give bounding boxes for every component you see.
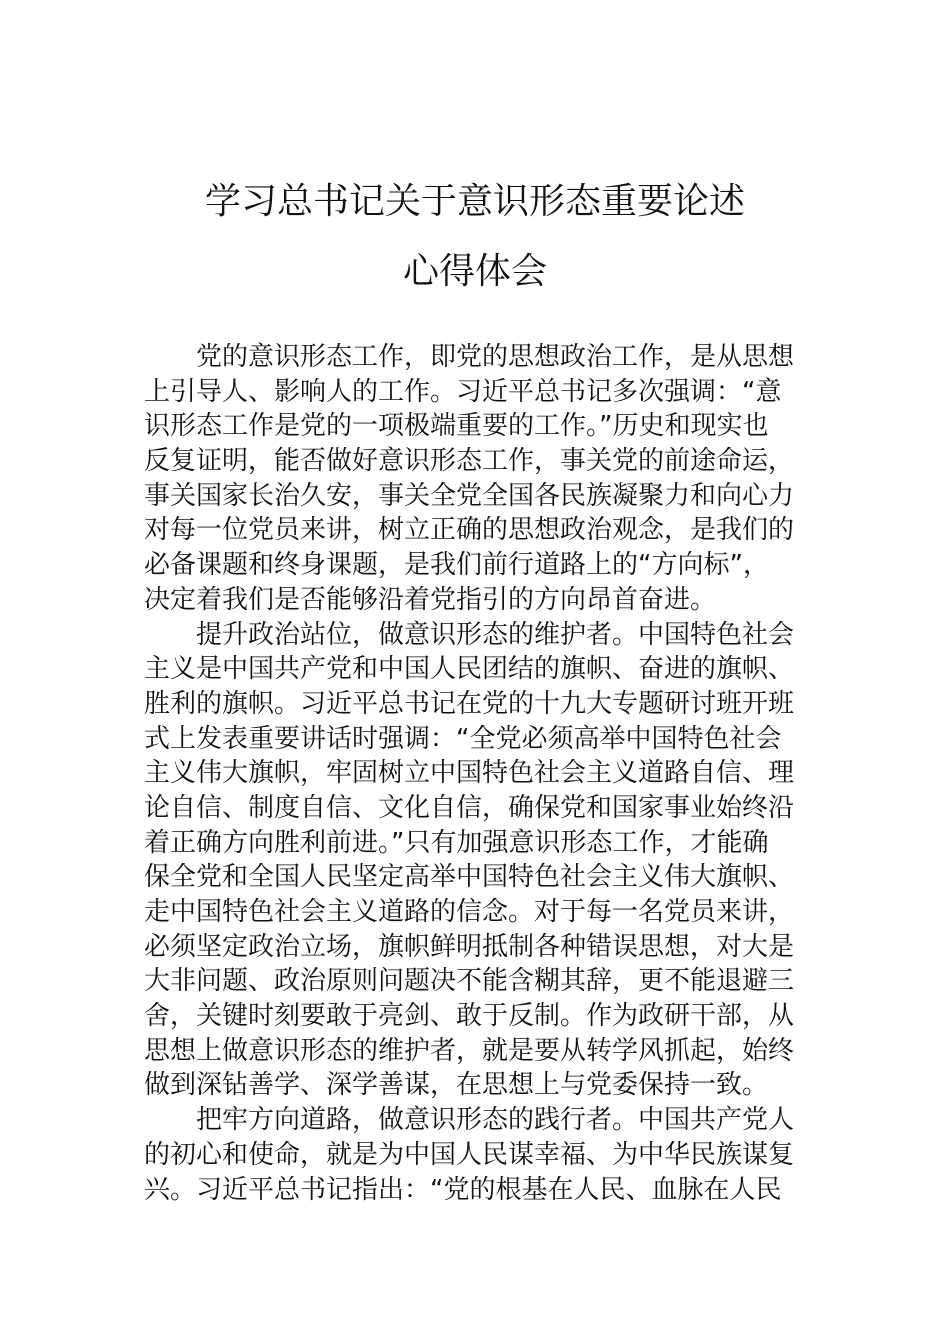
document-title-line-1: 学习总书记关于意识形态重要论述 — [204, 181, 745, 222]
body-line: 主义伟大旗帜，牢固树立中国特色社会主义道路自信、理 — [144, 758, 795, 789]
body-line: 兴。习近平总书记指出：“党的根基在人民、血脉在人民 — [144, 1174, 782, 1205]
body-line: 走中国特色社会主义道路的信念。对于每一名党员来讲， — [144, 897, 795, 927]
body-line: 决定着我们是否能够沿着党指引的方向昂首奋进。 — [144, 584, 717, 615]
body-line: 主义是中国共产党和中国人民团结的旗帜、奋进的旗帜、 — [144, 654, 795, 685]
body-line: 对每一位党员来讲，树立正确的思想政治观念，是我们的 — [144, 515, 795, 546]
body-line: 必须坚定政治立场，旗帜鲜明抵制各种错误思想，对大是 — [144, 931, 795, 962]
body-line: 把牢方向道路，做意识形态的践行者。中国共产党人 — [196, 1105, 795, 1136]
body-line: 必备课题和终身课题，是我们前行道路上的“方向标”， — [144, 550, 769, 581]
body-line: 事关国家长治久安，事关全党全国各民族凝聚力和向心力 — [144, 480, 795, 511]
document-title-line-2: 心得体会 — [402, 251, 547, 292]
body-line: 识形态工作是党的一项极端重要的工作。”历史和现实也 — [144, 411, 769, 442]
body-line: 上引导人、影响人的工作。习近平总书记多次强调：“意 — [144, 376, 782, 407]
body-line: 大非问题、政治原则问题决不能含糊其辞，更不能退避三 — [144, 966, 795, 997]
body-line: 的初心和使命，就是为中国人民谋幸福、为中华民族谋复 — [144, 1139, 795, 1170]
body-line: 胜利的旗帜。习近平总书记在党的十九大专题研讨班开班 — [144, 688, 795, 719]
body-line: 党的意识形态工作，即党的思想政治工作，是从思想 — [196, 342, 795, 372]
body-line: 提升政治站位，做意识形态的维护者。中国特色社会 — [196, 619, 795, 650]
body-line: 论自信、制度自信、文化自信，确保党和国家事业始终沿 — [144, 792, 795, 823]
body-line: 着正确方向胜利前进。”只有加强意识形态工作，才能确 — [144, 827, 769, 858]
body-line: 保全党和全国人民坚定高举中国特色社会主义伟大旗帜、 — [144, 862, 795, 893]
body-line: 思想上做意识形态的维护者，就是要从转学风抓起，始终 — [144, 1035, 795, 1066]
body-line: 式上发表重要讲话时强调：“全党必须高举中国特色社会 — [144, 723, 782, 754]
body-line: 舍，关键时刻要敢于亮剑、敢于反制。作为政研干部，从 — [144, 1001, 795, 1032]
body-line: 反复证明，能否做好意识形态工作，事关党的前途命运， — [144, 446, 795, 477]
document-body — [144, 340, 810, 1207]
body-line: 做到深钻善学、深学善谋，在思想上与党委保持一致。 — [144, 1070, 769, 1101]
